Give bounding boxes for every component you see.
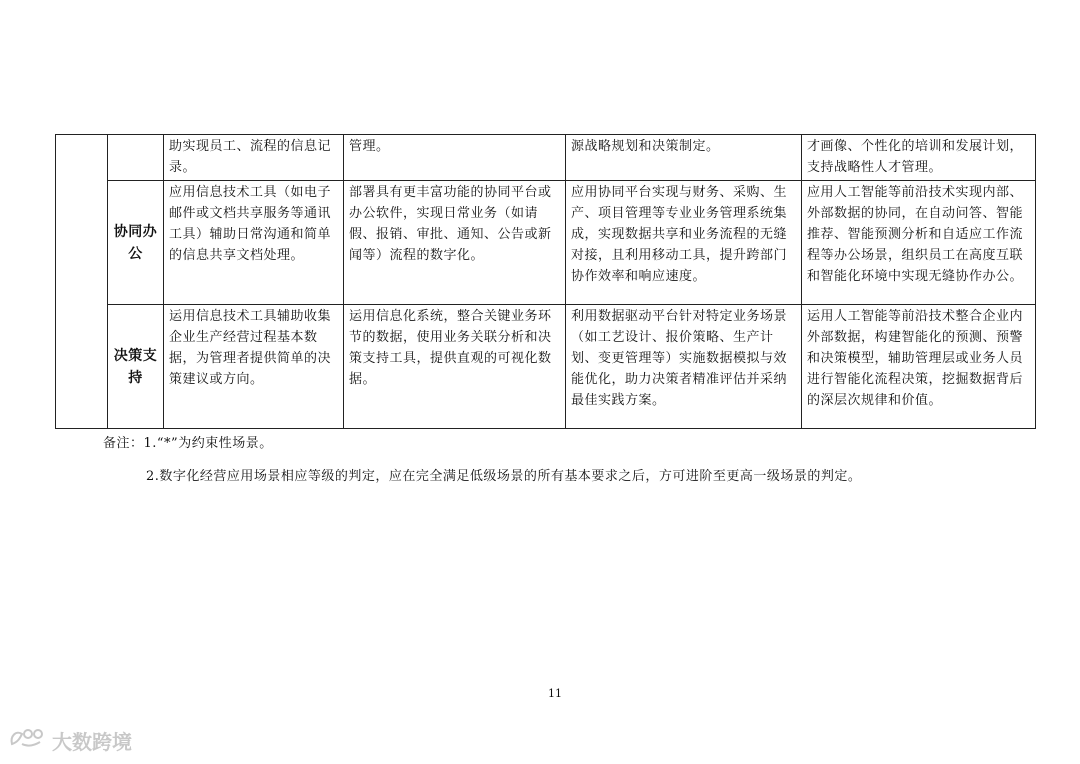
level-4-cell: 才画像、个性化的培训和发展计划，支持战略性人才管理。 bbox=[802, 135, 1036, 181]
level-2-cell: 运用信息化系统，整合关键业务环节的数据，使用业务关联分析和决策支持工具，提供直观的可视化数据。 bbox=[344, 305, 566, 429]
level-2-cell: 管理。 bbox=[344, 135, 566, 181]
level-4-cell: 应用人工智能等前沿技术实现内部、外部数据的协同，在自动问答、智能推荐、智能预测分析和自适应工作流程等办公场景，组织员工在高度互联和智能化环境中实现无缝协作办公。 bbox=[802, 181, 1036, 305]
level-1-cell: 运用信息技术工具辅助收集企业生产经营过程基本数据，为管理者提供简单的决策建议或方向。 bbox=[164, 305, 344, 429]
level-1-cell: 应用信息技术工具（如电子邮件或文档共享服务等通讯工具）辅助日常沟通和简单的信息共享文档处理。 bbox=[164, 181, 344, 305]
level-2-cell: 部署具有更丰富功能的协同平台或办公软件，实现日常业务（如请假、报销、审批、通知、公告或新闻等）流程的数字化。 bbox=[344, 181, 566, 305]
table-row bbox=[56, 305, 1036, 429]
level-3-cell: 利用数据驱动平台针对特定业务场景（如工艺设计、报价策略、生产计划、变更管理等）实施数据模拟与效能优化，助力决策者精准评估并采纳最佳实践方案。 bbox=[566, 305, 802, 429]
watermark bbox=[8, 726, 132, 755]
note-2: 2.数字化经营应用场景相应等级的判定，应在完全满足低级场景的所有基本要求之后，方可进阶至更高一级场景的判定。 bbox=[146, 469, 862, 484]
watermark-text: 大数跨境 bbox=[52, 730, 132, 754]
level-3-cell: 应用协同平台实现与财务、采购、生产、项目管理等专业业务管理系统集成，实现数据共享和业务流程的无缝对接，且利用移动工具，提升跨部门协作效率和响应速度。 bbox=[566, 181, 802, 305]
page-number: 11 bbox=[548, 687, 562, 700]
logo-icon bbox=[8, 726, 48, 755]
level-4-cell: 运用人工智能等前沿技术整合企业内外部数据，构建智能化的预测、预警和决策模型，辅助管理层或业务人员进行智能化流程决策，挖掘数据背后的深层次规律和价值。 bbox=[802, 305, 1036, 429]
scene-cell bbox=[108, 135, 164, 181]
table-row bbox=[56, 135, 1036, 181]
category-cell bbox=[56, 135, 108, 429]
level-1-cell: 助实现员工、流程的信息记录。 bbox=[164, 135, 344, 181]
table-row bbox=[56, 181, 1036, 305]
note-1: 备注：1.“*”为约束性场景。 bbox=[103, 436, 273, 451]
requirements-table bbox=[55, 134, 1036, 429]
scene-cell: 协同办公 bbox=[108, 181, 164, 305]
level-3-cell: 源战略规划和决策制定。 bbox=[566, 135, 802, 181]
scene-cell: 决策支持 bbox=[108, 305, 164, 429]
